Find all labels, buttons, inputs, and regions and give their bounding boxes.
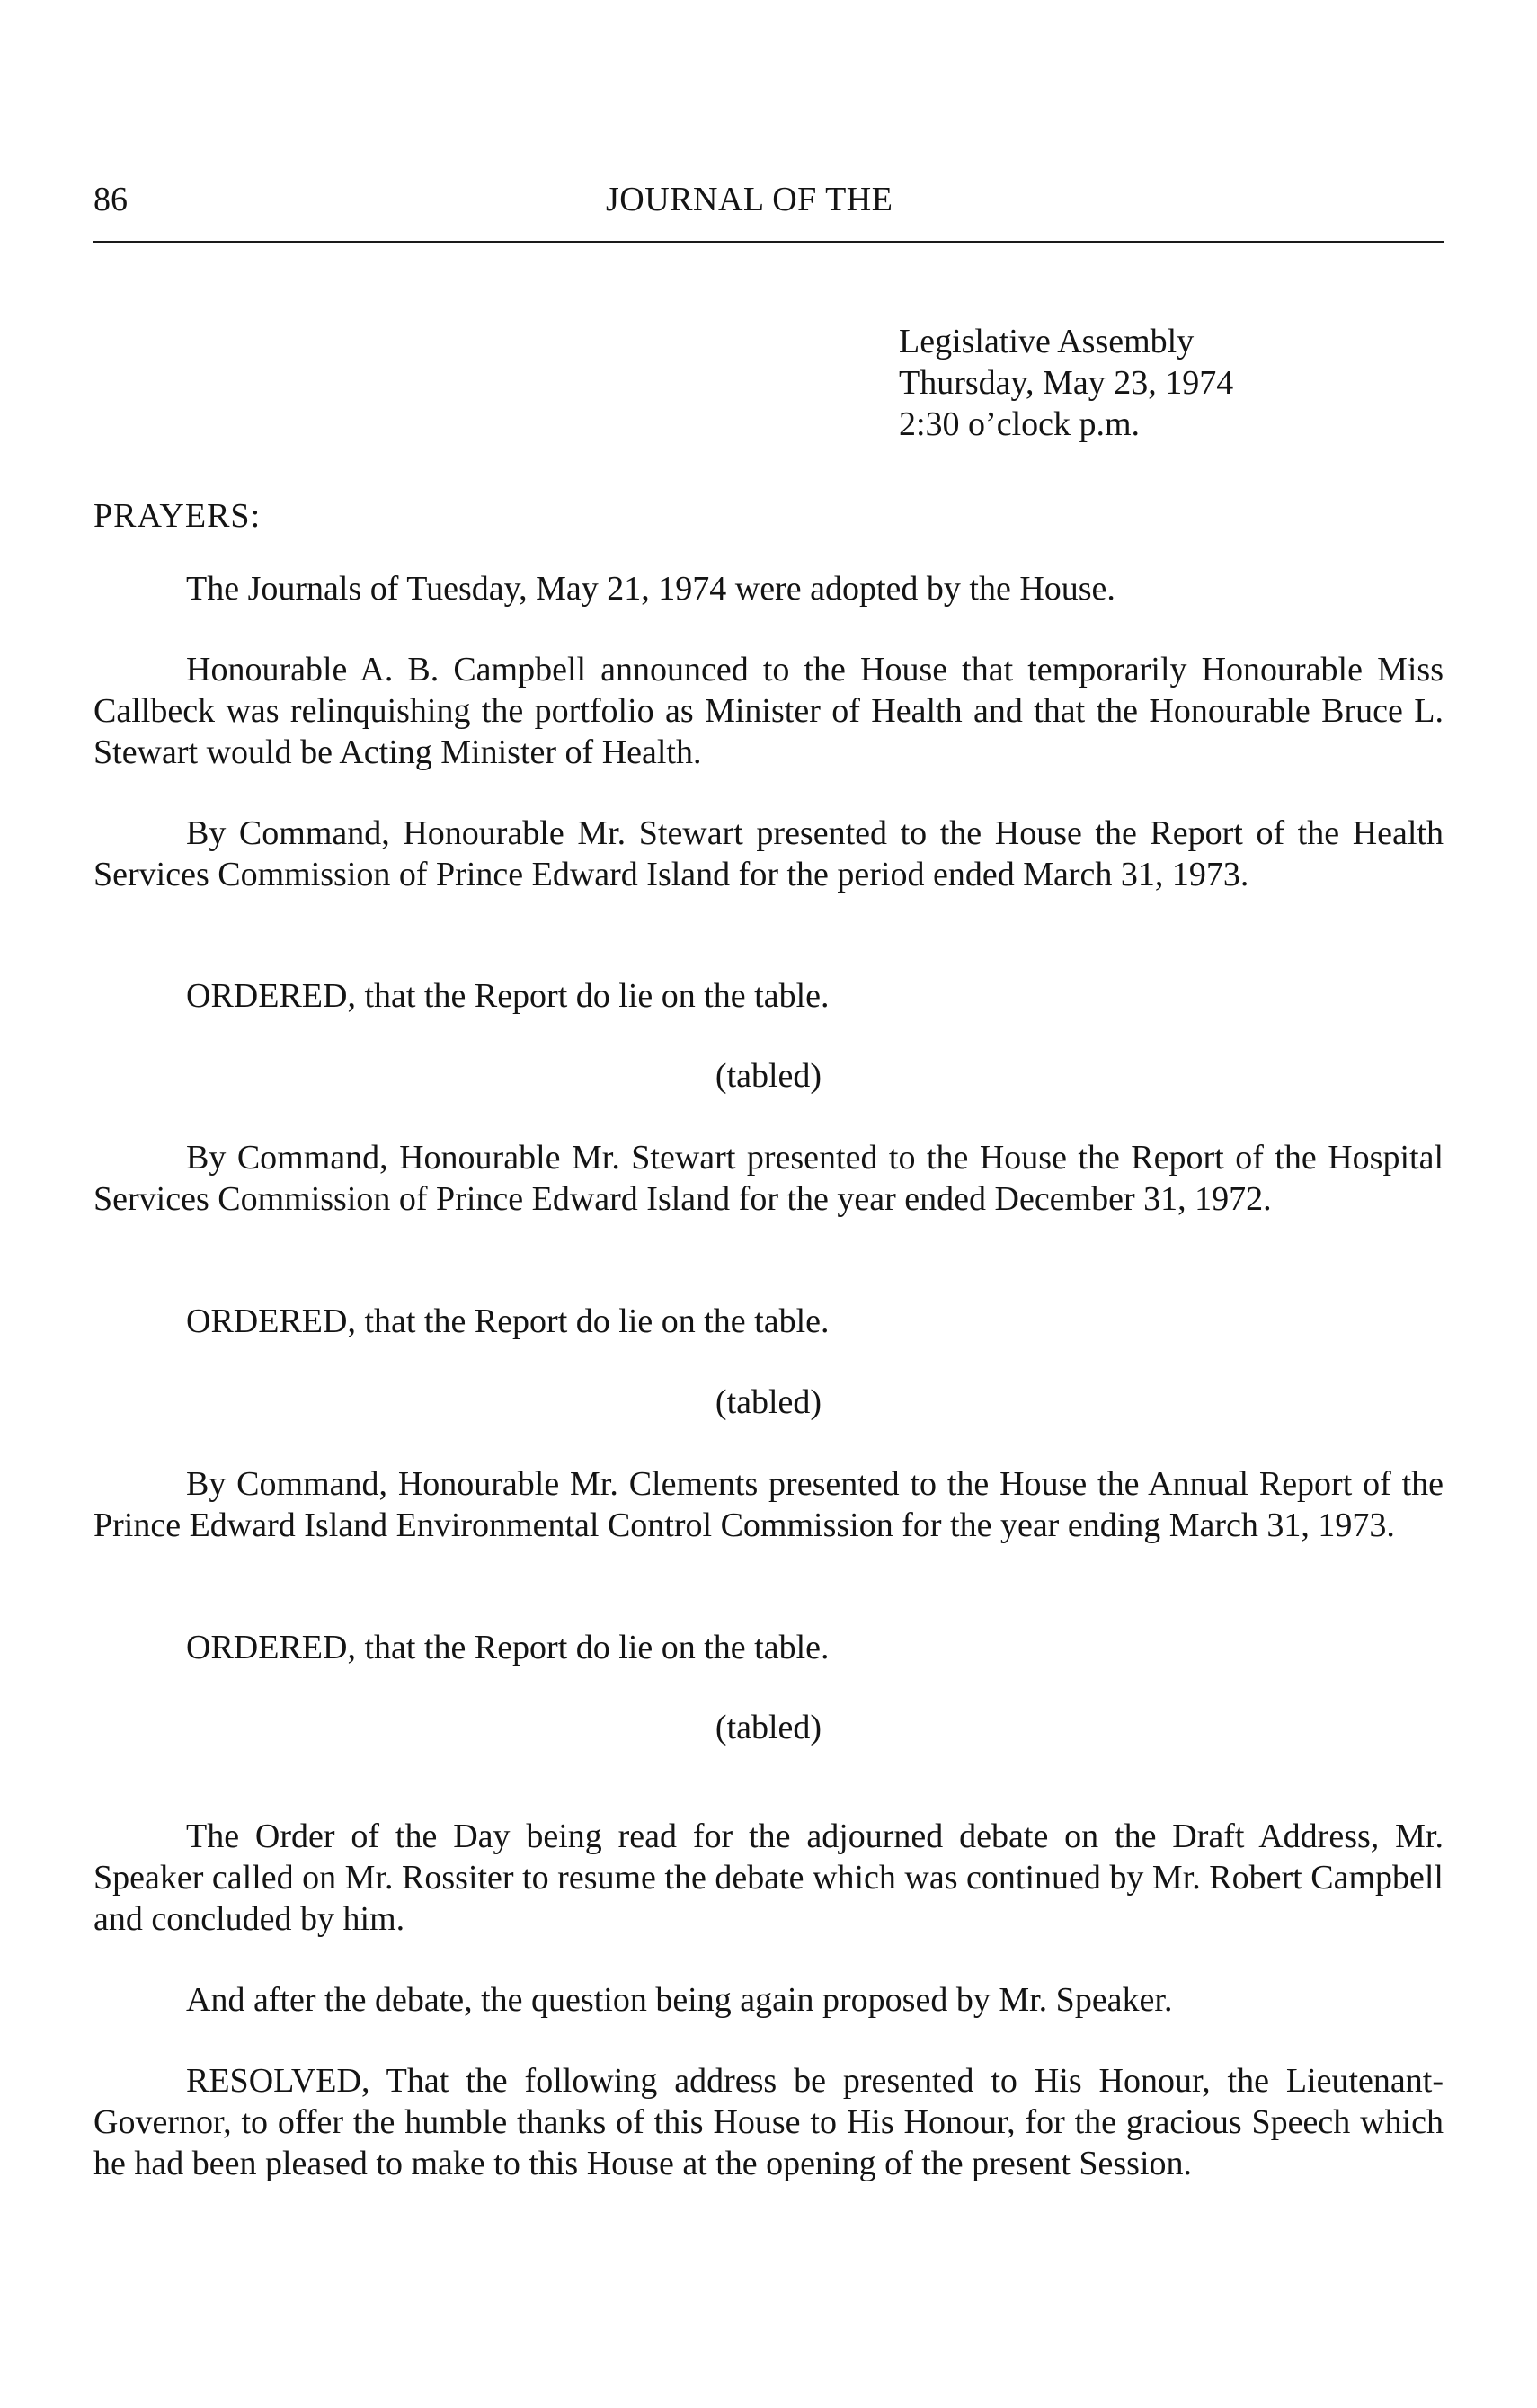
running-title: JOURNAL OF THE xyxy=(606,181,893,218)
paragraph-after-debate: And after the debate, the question being again proposed by Mr. Speaker. xyxy=(186,1981,1173,2019)
paragraph-environmental-report: By Command, Honourable Mr. Clements presented to the House the Annual Report of the Prince Edward Island Environmental Control Commission for the year ending March 31, 1973. xyxy=(93,1465,1444,1544)
sitting-time: 2:30 o’clock p.m. xyxy=(899,405,1141,443)
page-header xyxy=(93,171,1444,243)
header-rule xyxy=(93,241,1444,243)
paragraph-health-services-report: By Command, Honourable Mr. Stewart presented to the House the Report of the Health Services Commission of Prince Edward Island for the period ended March 31, 1973. xyxy=(93,814,1444,893)
paragraph-ordered-1: ORDERED, that the Report do lie on the table. xyxy=(186,977,830,1015)
paragraph-journals-adopted: The Journals of Tuesday, May 21, 1974 were adopted by the House. xyxy=(186,570,1115,608)
tabled-note-1: (tabled) xyxy=(715,1057,822,1095)
paragraph-order-of-day: The Order of the Day being read for the adjourned debate on the Draft Address, Mr. Speaker called on Mr. Rossiter to resume the debate which was continued by Mr. Robert Campbell and concluded by him. xyxy=(93,1817,1444,1938)
sitting-info xyxy=(899,321,1233,445)
paragraph-resolved: RESOLVED, That the following address be presented to His Honour, the Lieutenant-Governor, to offer the humble thanks of this House to His Honour, for the gracious Speech which he had been pleased to make to this House at the opening of the present Session. xyxy=(93,2062,1444,2182)
paragraph-ordered-3: ORDERED, that the Report do lie on the table. xyxy=(186,1629,830,1666)
prayers-heading: PRAYERS: xyxy=(93,497,262,535)
paragraph-ordered-2: ORDERED, that the Report do lie on the table. xyxy=(186,1302,830,1340)
paragraph-acting-minister: Honourable A. B. Campbell announced to the House that temporarily Honourable Miss Callbeck was relinquishing the portfolio as Minister of Health and that the Honourable Bruce L. Stewart would be Acting Minister of Health. xyxy=(93,651,1444,771)
page-number: 86 xyxy=(93,181,128,218)
tabled-note-2: (tabled) xyxy=(715,1383,822,1421)
tabled-note-3: (tabled) xyxy=(715,1709,822,1746)
sitting-date: Thursday, May 23, 1974 xyxy=(899,364,1234,402)
paragraph-hospital-services-report: By Command, Honourable Mr. Stewart presented to the House the Report of the Hospital Services Commission of Prince Edward Island for the year ended December 31, 1972. xyxy=(93,1139,1444,1218)
sitting-body: Legislative Assembly xyxy=(899,323,1195,360)
